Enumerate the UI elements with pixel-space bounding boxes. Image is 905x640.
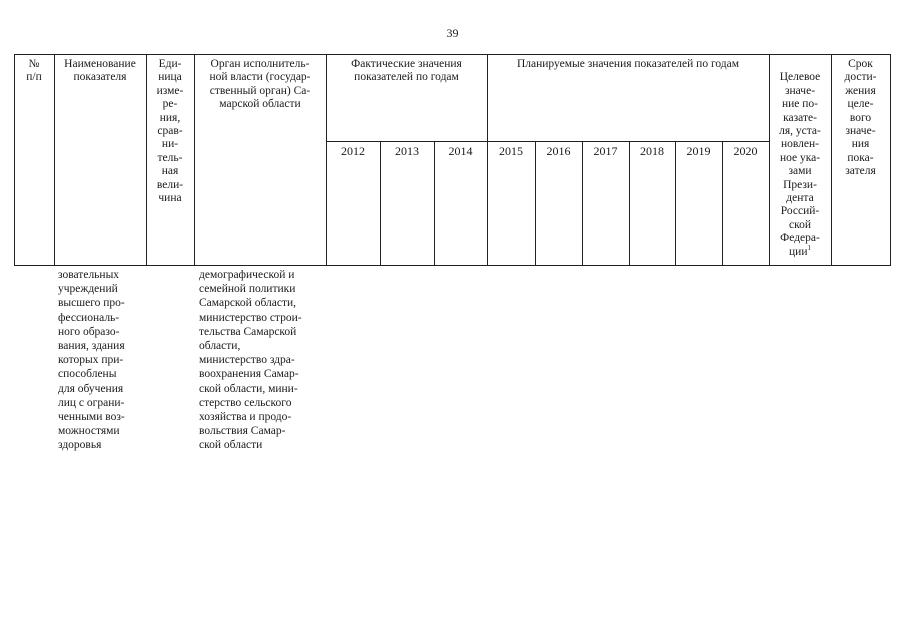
year-cell: 2014 xyxy=(448,144,473,158)
year-divider xyxy=(722,141,723,266)
year-divider xyxy=(675,141,676,266)
year-divider xyxy=(434,141,435,266)
continuation-indicator-name: зовательных учреждений высшего про- фессиональ- ного образо- вания, здания которых при- способлены для обучения лиц с ограни- ченными воз- можностями здоровья xyxy=(58,269,125,452)
header-target-text: Целевое значе- ние по- казате- ля, уста- новлен- ное ука- зами Прези- дента Россий- ской Федера- ции xyxy=(779,71,821,258)
year-divider xyxy=(582,141,583,266)
col-divider xyxy=(326,54,327,266)
col-divider xyxy=(487,54,488,266)
year-cell: 2019 xyxy=(686,144,711,158)
target-footnote-marker: 1 xyxy=(807,243,811,252)
header-target-value xyxy=(769,58,831,259)
year-cell: 2017 xyxy=(593,144,618,158)
year-divider xyxy=(535,141,536,266)
year-cell: 2020 xyxy=(733,144,758,158)
header-number: № п/п xyxy=(26,58,42,84)
header-deadline: Срок дости- жения целе- вого значе- ния пока- зателя xyxy=(844,58,877,178)
header-unit: Еди- ница изме- ре- ния, срав- ни- тель- ная вели- чина xyxy=(156,58,184,205)
year-cell: 2013 xyxy=(395,144,419,158)
year-cell: 2015 xyxy=(499,144,523,158)
table-left-border xyxy=(14,54,15,266)
year-cell: 2012 xyxy=(341,144,365,158)
continuation-executive-body: демографической и семейной политики Самарской области, министерство строи- тельства Самарской области, министерство здра- воохранения Самар- ской области, мини- стерство сельского хозяйства и продо- вольствия Самар- ской области xyxy=(199,269,302,452)
header-executive-body: Орган исполнитель- ной власти (государ- ственный орган) Са- марской области xyxy=(209,58,311,111)
col-divider xyxy=(54,54,55,266)
header-actual-values: Фактические значения показателей по годам xyxy=(351,58,462,84)
header-indicator-name: Наименование показателя xyxy=(64,58,136,84)
year-divider xyxy=(380,141,381,266)
year-divider xyxy=(629,141,630,266)
page-number: 39 xyxy=(446,26,459,40)
header-planned-values: Планируемые значения показателей по годам xyxy=(516,58,740,70)
year-cell: 2018 xyxy=(640,144,664,158)
year-cell: 2016 xyxy=(546,144,571,158)
table-right-border xyxy=(890,54,891,266)
year-row-border xyxy=(326,141,769,142)
